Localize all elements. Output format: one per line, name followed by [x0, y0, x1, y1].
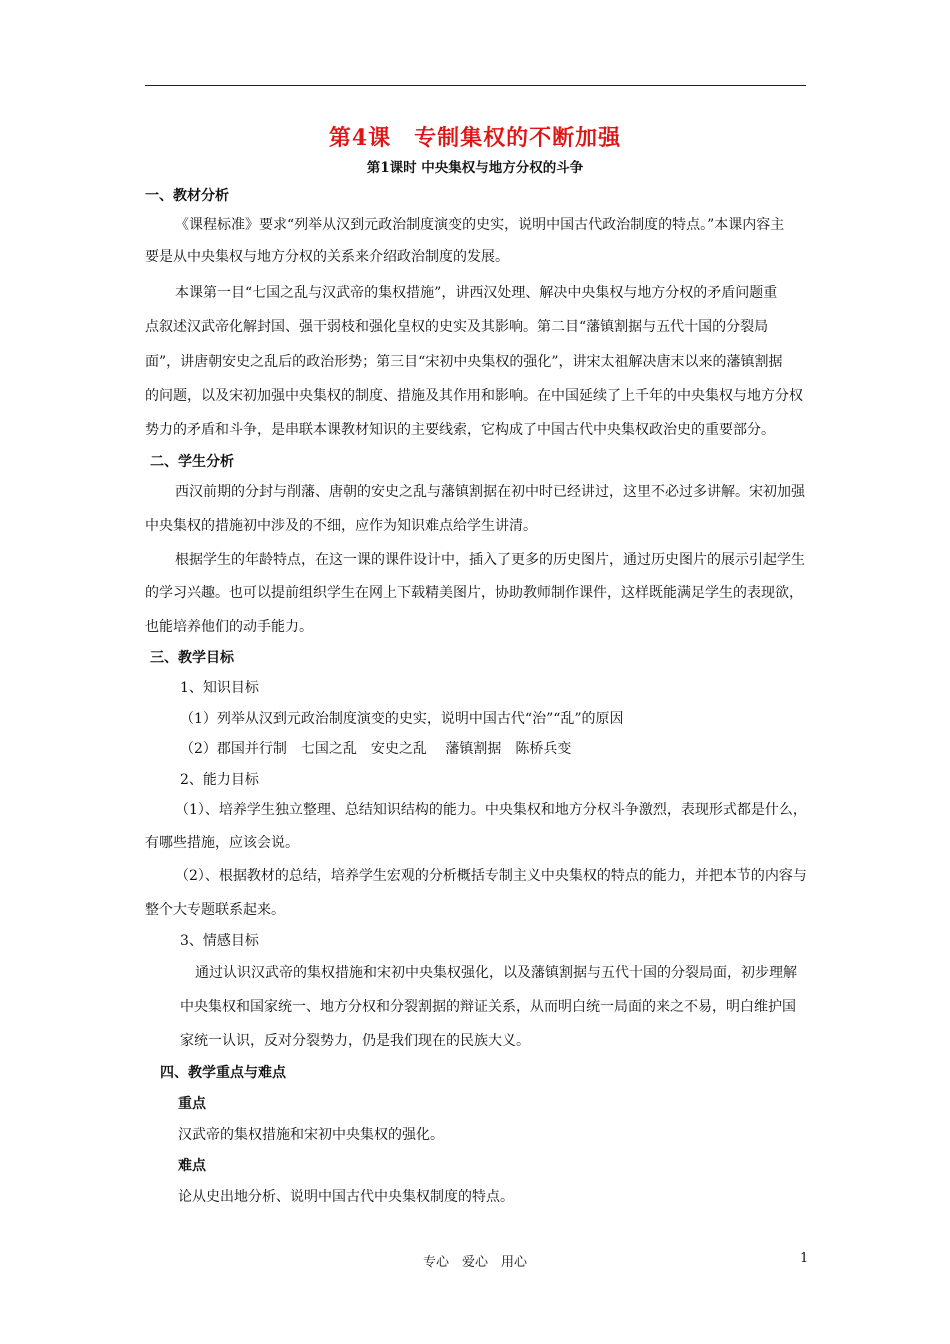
page-title: 第4课 专制集权的不断加强 — [328, 125, 622, 151]
label-key-point: 重点 — [178, 1096, 206, 1112]
page-footer: 专心 爱心 用心 — [422, 1255, 527, 1270]
paragraph-line: 有哪些措施，应该会说。 — [145, 835, 299, 851]
paragraph-line: 根据学生的年龄特点，在这一课的课件设计中，插入了更多的历史图片，通过历史图片的展示引起学生 — [175, 552, 805, 568]
paragraph-line: 势力的矛盾和斗争，是串联本课教材知识的主要线索，它构成了中国古代中央集权政治史的重要部分。 — [145, 422, 775, 438]
subheading-emotion: 3、情感目标 — [180, 933, 259, 949]
page-number: 1 — [800, 1251, 809, 1266]
subheading-ability: 2、能力目标 — [180, 772, 259, 788]
section-heading-materials: 一、教材分析 — [145, 188, 229, 204]
page-subtitle: 第1课时 中央集权与地方分权的斗争 — [366, 160, 584, 176]
paragraph-line: 要是从中央集权与地方分权的关系来介绍政治制度的发展。 — [145, 249, 509, 265]
paragraph-line: 中央集权和国家统一、地方分权和分裂割据的辩证关系，从而明白统一局面的来之不易，明白维护国 — [180, 999, 796, 1015]
paragraph-line: 面”，讲唐朝安史之乱后的政治形势；第三目“宋初中央集权的强化”，讲宋太祖解决唐末以来的藩镇割据 — [145, 354, 783, 370]
paragraph-line: 也能培养他们的动手能力。 — [145, 619, 313, 635]
paragraph-line: （1）、培养学生独立整理、总结知识结构的能力。中央集权和地方分权斗争激烈，表现形式都是什么， — [175, 802, 807, 818]
section-heading-students: 二、学生分析 — [150, 454, 234, 470]
paragraph-line: 《课程标准》要求“列举从汉到元政治制度演变的史实，说明中国古代政治制度的特点。”本课内容主 — [175, 217, 785, 233]
paragraph-line: （2）郡国并行制 七国之乱 安史之乱 藩镇割据 陈桥兵变 — [180, 741, 572, 757]
header-rule — [145, 85, 806, 86]
paragraph-line: 整个大专题联系起来。 — [145, 902, 285, 918]
paragraph-line: 通过认识汉武帝的集权措施和宋初中央集权强化，以及藩镇割据与五代十国的分裂局面，初步理解 — [195, 965, 797, 981]
paragraph-line: 汉武帝的集权措施和宋初中央集权的强化。 — [178, 1127, 444, 1143]
section-heading-objectives: 三、教学目标 — [150, 650, 234, 666]
paragraph-line: 西汉前期的分封与削藩、唐朝的安史之乱与藩镇割据在初中时已经讲过，这里不必过多讲解。宋初加强 — [175, 484, 805, 500]
paragraph-line: （1）列举从汉到元政治制度演变的史实，说明中国古代“治”“乱”的原因 — [180, 711, 624, 727]
paragraph-line: 点叙述汉武帝化解封国、强干弱枝和强化皇权的史实及其影响。第二目“藩镇割据与五代十国的分裂局 — [145, 319, 769, 335]
paragraph-line: 的问题，以及宋初加强中央集权的制度、措施及其作用和影响。在中国延续了上千年的中央集权与地方分权 — [145, 388, 803, 404]
subheading-knowledge: 1、知识目标 — [180, 680, 259, 696]
paragraph-line: 家统一认识，反对分裂势力，仍是我们现在的民族大义。 — [180, 1033, 530, 1049]
section-heading-keypoints: 四、教学重点与难点 — [160, 1065, 286, 1081]
paragraph-line: （2）、根据教材的总结，培养学生宏观的分析概括专制主义中央集权的特点的能力，并把本节的内容与 — [175, 868, 807, 884]
paragraph-line: 本课第一目“七国之乱与汉武帝的集权措施”，讲西汉处理、解决中央集权与地方分权的矛盾问题重 — [175, 285, 778, 301]
paragraph-line: 的学习兴趣。也可以提前组织学生在网上下载精美图片，协助教师制作课件，这样既能满足学生的表现欲， — [145, 585, 803, 601]
paragraph-line: 论从史出地分析、说明中国古代中央集权制度的特点。 — [178, 1189, 514, 1205]
paragraph-line: 中央集权的措施初中涉及的不细，应作为知识难点给学生讲清。 — [145, 518, 537, 534]
label-difficulty: 难点 — [178, 1158, 206, 1174]
